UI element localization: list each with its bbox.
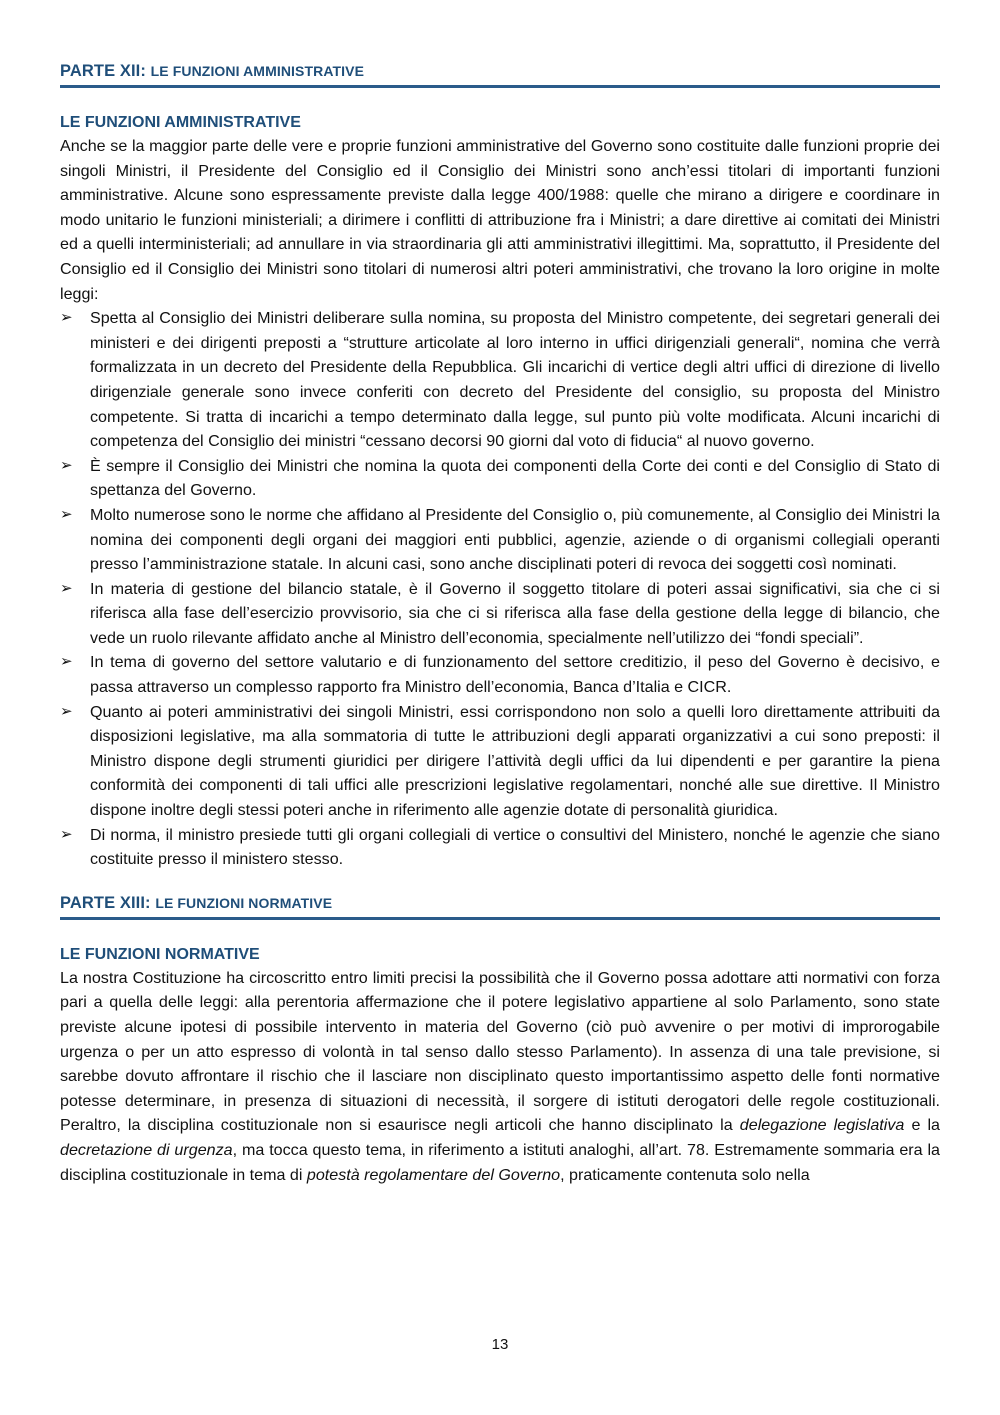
paragraph-text: , ma tocca questo tema, in riferimento a istituti analoghi, all’art. 78. Estremamente sommaria era la disciplina costituzionale in tema di xyxy=(60,1140,940,1184)
list-item xyxy=(60,650,940,699)
arrow-bullet-icon: ➢ xyxy=(60,653,73,671)
paragraph-text: , praticamente contenuta solo nella xyxy=(560,1165,810,1184)
list-item xyxy=(60,700,940,823)
part-13-title: LE FUNZIONI NORMATIVE xyxy=(155,894,333,911)
part-12-title: LE FUNZIONI AMMINISTRATIVE xyxy=(150,63,365,79)
arrow-bullet-icon: ➢ xyxy=(60,456,73,474)
list-item xyxy=(60,823,940,872)
list-item-text: In materia di gestione del bilancio statale, è il Governo il soggetto titolare di poteri assai significativi, sia che ci si riferisca alla fase dell’esercizio provvisorio, sia che ci si riferisca alla fase della gestione della legge di bilancio, che vede un ruolo rilevante affidato anche al Ministro dell’economia, specialmente nell’utilizzo dei “fondi speciali”. xyxy=(90,579,940,647)
arrow-bullet-icon: ➢ xyxy=(60,702,73,720)
part-12-header xyxy=(60,62,940,88)
paragraph-text: La nostra Costituzione ha circoscritto entro limiti precisi la possibilità che il Governo possa adottare atti normativi con forza pari a quella delle leggi: alla perentoria affermazione che il potere legislativo appartiene al solo Parlamento, sono state previste alcune ipotesi di possibile intervento in materia del Governo (ciò può avvenire o per motivi di improrogabile urgenza o per un atto espresso di volontà in tal senso dallo stesso Parlamento). In assenza di una tale previsione, si sarebbe dovuto affrontare il rischio che il lasciare non disciplinato questo importantissimo aspetto delle fonti normative potesse determinare, in presenza di situazioni di necessità, il sorgere di istituti derogatori delle regole costituzionali. Peraltro, la disciplina costituzionale non si esaurisce negli articoli che hanno disciplinato la xyxy=(60,968,940,1135)
list-item-text: Quanto ai poteri amministrativi dei singoli Ministri, essi corrispondono non solo a quelli loro direttamente attribuiti da disposizioni legislative, ma alla sommatoria di tutte le attribuzioni degli apparati organizzativi a cui sono preposti: il Ministro dispone degli strumenti giuridici per dirigere l’attività degli uffici da lui dipendenti e per garantire la piena conformità dei componenti di tali uffici alle prescrizioni legislative regolamentari, nonché alle sue direttive. Il Ministro dispone inoltre degli stessi poteri anche in riferimento alle agenzie dotate di personalità giuridica. xyxy=(90,702,940,820)
normative-paragraph xyxy=(60,966,940,1187)
page-number: 13 xyxy=(491,1336,509,1353)
section-title-normative: LE FUNZIONI NORMATIVE xyxy=(60,945,260,963)
page-content xyxy=(60,62,940,1187)
list-item-text: Spetta al Consiglio dei Ministri deliberare sulla nomina, su proposta del Ministro competente, dei segretari generali dei ministeri e dei dirigenti preposti a “strutture articolate al loro interno in uffici dirigenziali generali“, nomina che verrà formalizzata in un decreto del Presidente della Repubblica. Gli incarichi di vertice degli altri uffici di direzione di livello dirigenziale generale sono invece conferiti con decreto del Presidente del consiglio, su proposta del Ministro competente. Si tratta di incarichi a tempo determinato dalla legge, sul punto più volte modificata. Alcuni incarichi di competenza del Consiglio dei ministri “cessano decorsi 90 giorni dal voto di fiducia“ al nuovo governo. xyxy=(90,309,940,451)
part-12-label: PARTE XII: xyxy=(60,62,146,80)
list-item xyxy=(60,503,940,577)
emphasis-text: delegazione legislativa xyxy=(739,1116,905,1135)
section-title-administrative: LE FUNZIONI AMMINISTRATIVE xyxy=(60,114,301,131)
paragraph-text: e la xyxy=(904,1116,940,1135)
arrow-bullet-icon: ➢ xyxy=(60,825,73,843)
intro-paragraph: Anche se la maggior parte delle vere e proprie funzioni amministrative del Governo sono costituite dalle funzioni proprie dei singoli Ministri, il Presidente del Consiglio ed il Consiglio dei Ministri sono anch’essi titolari di importanti funzioni amministrative. Alcune sono espressamente previste dalla legge 400/1988: quelle che mirano a dirigere e coordinare in modo unitario le funzioni ministeriali; a dirimere i conflitti di attribuzione fra i Ministri; a dare direttive ai comitati dei Ministri ed a quelli interministeriali; ad annullare in via straordinaria gli atti amministrativi illegittimi. Ma, soprattutto, il Presidente del Consiglio ed il Consiglio dei Ministri sono titolari di numerosi altri poteri amministrativi, che trovano la loro origine in molte leggi: xyxy=(60,137,940,303)
list-item xyxy=(60,454,940,503)
list-item-text: In tema di governo del settore valutario e di funzionamento del settore creditizio, il peso del Governo è decisivo, e passa attraverso un complesso rapporto fra Ministro dell’economia, Banca d’Italia e CICR. xyxy=(90,653,940,697)
list-item xyxy=(60,306,940,454)
list-item xyxy=(60,577,940,651)
arrow-bullet-icon: ➢ xyxy=(60,309,73,327)
list-item-text: Di norma, il ministro presiede tutti gli organi collegiali di vertice o consultivi del Ministero, nonché le agenzie che siano costituite presso il ministero stesso. xyxy=(90,825,940,869)
emphasis-text: potestà regolamentare del Governo xyxy=(306,1165,561,1184)
list-item-text: È sempre il Consiglio dei Ministri che nomina la quota dei componenti della Corte dei conti e del Consiglio di Stato di spettanza del Governo. xyxy=(90,456,940,500)
emphasis-text: decretazione di urgenza xyxy=(60,1140,233,1159)
bullet-list xyxy=(60,306,940,872)
arrow-bullet-icon: ➢ xyxy=(60,505,73,523)
part-13-header xyxy=(60,894,940,920)
part-13-label: PARTE XIII: xyxy=(60,893,151,912)
arrow-bullet-icon: ➢ xyxy=(60,579,73,597)
list-item-text: Molto numerose sono le norme che affidano al Presidente del Consiglio o, più comunemente, al Consiglio dei Ministri la nomina dei componenti degli organi dei maggiori enti pubblici, agenzie, aziende o di organismi collegiali operanti presso l’amministrazione statale. In alcuni casi, sono anche disciplinati poteri di revoca dei soggetti così nominati. xyxy=(90,505,940,574)
